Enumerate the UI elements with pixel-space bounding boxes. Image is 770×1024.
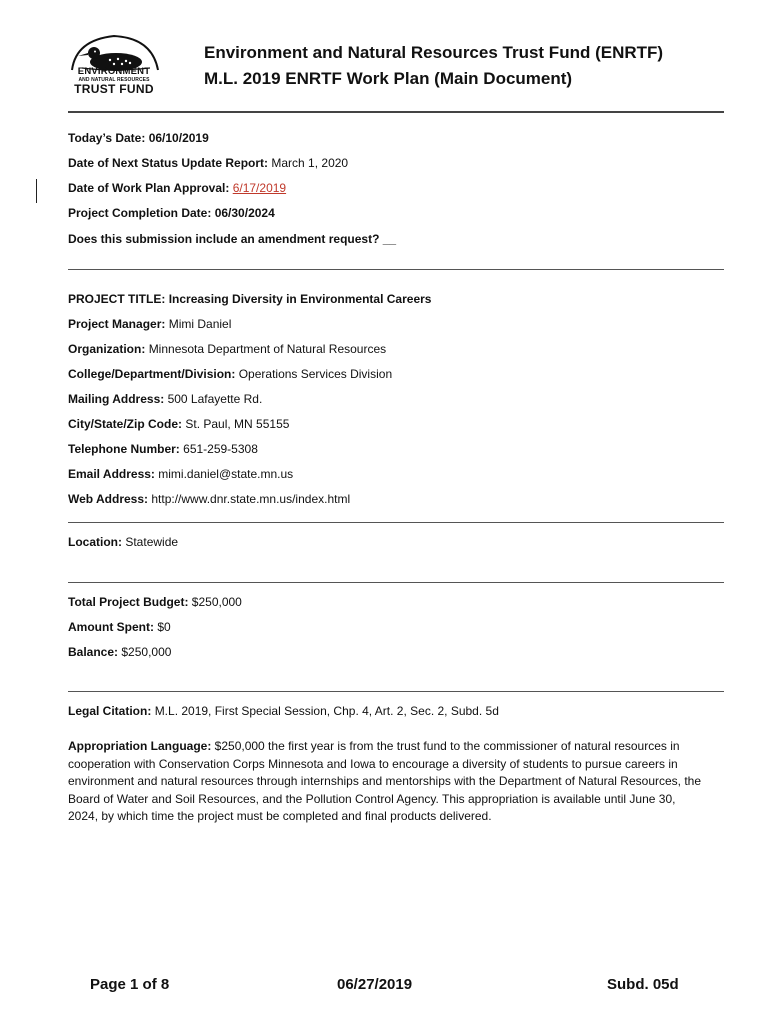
- logo-line1: ENVIRONMENT: [77, 66, 151, 77]
- header-divider: [68, 111, 724, 113]
- address-value: 500 Lafayette Rd.: [167, 392, 263, 406]
- footer-date: 06/27/2019: [337, 976, 413, 993]
- section-divider: [68, 522, 724, 523]
- web-row: [68, 491, 350, 507]
- legal-citation-value: M.L. 2019, First Special Session, Chp. 4, Art. 2, Sec. 2, Subd. 5d: [154, 704, 499, 718]
- manager-row: [68, 316, 231, 332]
- email-label: Email Address:: [68, 467, 155, 481]
- project-title-label: PROJECT TITLE:: [68, 292, 166, 306]
- phone-row: [68, 441, 258, 457]
- section-divider: [68, 269, 724, 270]
- next-report-row: [68, 155, 348, 171]
- completion-value: 06/30/2024: [214, 206, 275, 220]
- location-label: Location:: [68, 535, 122, 549]
- balance-value: $250,000: [121, 645, 172, 659]
- city-row: [68, 416, 289, 432]
- approval-label: Date of Work Plan Approval:: [68, 181, 230, 195]
- location-row: [68, 534, 178, 550]
- manager-label: Project Manager:: [68, 317, 166, 331]
- manager-value: Mimi Daniel: [168, 317, 232, 331]
- organization-row: [68, 341, 386, 357]
- todays-date-value: 06/10/2019: [148, 131, 209, 145]
- balance-row: [68, 644, 171, 660]
- organization-value: Minnesota Department of Natural Resources: [148, 342, 387, 356]
- division-label: College/Department/Division:: [68, 367, 236, 381]
- todays-date-label: Today’s Date:: [68, 131, 146, 145]
- footer-subdivision: Subd. 05d: [607, 976, 679, 993]
- amendment-row: [68, 231, 396, 247]
- phone-value: 651-259-5308: [183, 442, 258, 456]
- next-report-label: Date of Next Status Update Report:: [68, 156, 269, 170]
- division-value: Operations Services Division: [238, 367, 393, 381]
- logo-wordmark: [66, 66, 162, 96]
- total-budget-value: $250,000: [191, 595, 242, 609]
- city-value: St. Paul, MN 55155: [185, 417, 290, 431]
- balance-label: Balance:: [68, 645, 119, 659]
- web-label: Web Address:: [68, 492, 149, 506]
- todays-date-row: [68, 130, 209, 146]
- logo-line3: TRUST FUND: [74, 82, 154, 96]
- completion-row: [68, 205, 275, 221]
- project-title-value: Increasing Diversity in Environmental Careers: [168, 292, 432, 306]
- city-label: City/State/Zip Code:: [68, 417, 183, 431]
- legal-citation-row: [68, 703, 499, 719]
- appropriation-paragraph: [68, 738, 708, 826]
- total-budget-label: Total Project Budget:: [68, 595, 189, 609]
- email-value: mimi.daniel@state.mn.us: [158, 467, 294, 481]
- address-row: [68, 391, 262, 407]
- approval-row: [68, 180, 286, 196]
- appropriation-label: Appropriation Language:: [68, 739, 212, 753]
- section-divider: [68, 582, 724, 583]
- amount-spent-value: $0: [157, 620, 171, 634]
- title-line1: Environment and Natural Resources Trust Fund (ENRTF): [204, 43, 664, 62]
- total-budget-row: [68, 594, 242, 610]
- legal-citation-label: Legal Citation:: [68, 704, 152, 718]
- location-value: Statewide: [125, 535, 179, 549]
- text-cursor: [36, 179, 37, 203]
- next-report-value: March 1, 2020: [271, 156, 349, 170]
- page-number: Page 1 of 8: [90, 976, 170, 993]
- phone-label: Telephone Number:: [68, 442, 180, 456]
- division-row: [68, 366, 392, 382]
- amount-spent-row: [68, 619, 171, 635]
- amount-spent-label: Amount Spent:: [68, 620, 154, 634]
- amendment-value: __: [382, 232, 397, 246]
- document-title: [204, 40, 663, 92]
- project-title-row: [68, 291, 431, 307]
- approval-value: 6/17/2019: [232, 181, 287, 195]
- address-label: Mailing Address:: [68, 392, 165, 406]
- organization-label: Organization:: [68, 342, 146, 356]
- appropriation-text: $250,000 the first year is from the trust fund to the commissioner of natural resources in cooperation with Conservation Corps Minnesota and Iowa to encourage a diversity of students to pursue careers in environment and natural resources through internships and mentorships with the Department of Natural Resources, the Board of Water and Soil Resources, and the Pollution Control Agency. This appropriation is available until June 30, 2024, by which time the project must be completed and final products delivered.: [68, 739, 702, 824]
- title-line2: M.L. 2019 ENRTF Work Plan (Main Document): [204, 69, 573, 88]
- section-divider: [68, 691, 724, 692]
- web-value: http://www.dnr.state.mn.us/index.html: [151, 492, 351, 506]
- completion-label: Project Completion Date:: [68, 206, 212, 220]
- email-row: [68, 466, 293, 482]
- logo-line2: AND NATURAL RESOURCES: [78, 77, 150, 83]
- amendment-label: Does this submission include an amendment request?: [68, 232, 380, 246]
